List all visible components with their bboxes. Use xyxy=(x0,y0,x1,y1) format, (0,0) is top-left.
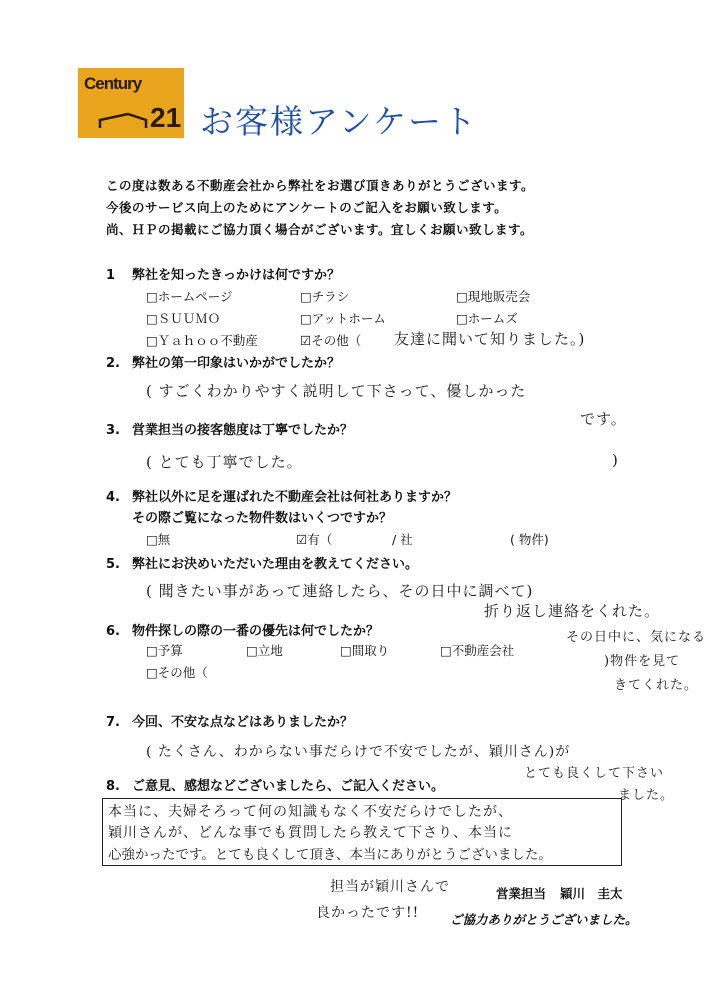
logo-number-text: 21 xyxy=(150,102,182,133)
q2-handwritten-answer-line-1: ( すごくわかりやすく説明して下さって、優しかった xyxy=(146,382,527,400)
house-roof-icon xyxy=(98,110,154,130)
q8-comment-line-1: 本当に、夫婦そろって何の知識もなく不安だらけでしたが、 xyxy=(108,804,513,820)
q6-option-floorplan[interactable]: □間取り xyxy=(340,643,390,658)
question-5 xyxy=(106,553,418,572)
footer-handwritten-line-2: 良かったです!! xyxy=(316,905,420,921)
q1-option-yahoo[interactable]: □Ｙａｈｏｏ不動産 xyxy=(146,333,258,348)
question-7-number: 7. xyxy=(106,715,120,730)
question-6 xyxy=(106,620,379,639)
page-title: お客様アンケート xyxy=(200,102,479,141)
q1-option-open-house[interactable]: □現地販売会 xyxy=(456,289,531,304)
q8-comment-line-2: 穎川さんが、どんな事でも質問したら教えて下さり、本当に xyxy=(108,825,513,841)
staff-label: 営業担当 xyxy=(496,886,547,901)
q7-handwritten-answer-line-3: ました。 xyxy=(618,788,675,803)
thanks-message: ご協力ありがとうございました。 xyxy=(450,912,638,927)
q6-option-budget[interactable]: □予算 xyxy=(146,643,183,658)
question-2-text: 弊社の第一印象はいかがでしたか？ xyxy=(132,356,341,371)
question-3 xyxy=(106,419,353,438)
q6-handwritten-answer-line-2: )物件を見て xyxy=(604,654,681,669)
question-7 xyxy=(106,711,353,730)
q4-unit-property: ( 物件) xyxy=(510,532,549,547)
q3-handwritten-answer: ( とても丁寧でした。 xyxy=(146,453,303,471)
q4-option-none[interactable]: □無 xyxy=(146,532,171,547)
q6-option-company[interactable]: □不動産会社 xyxy=(440,643,515,658)
q1-handwritten-answer: 友達に聞いて知りました。) xyxy=(394,330,586,348)
q6-option-other[interactable]: □その他（ xyxy=(146,665,208,680)
q8-comment-line-3: 心強かったです。とても良くして頂き、本当にありがとうございました。 xyxy=(108,847,552,863)
q4-option-yes[interactable]: ☑有（ xyxy=(296,532,333,547)
question-1-text: 弊社を知ったきっかけは何ですか？ xyxy=(132,268,341,283)
question-8-number: 8. xyxy=(106,779,120,794)
question-5-number: 5. xyxy=(106,557,120,572)
q7-handwritten-answer-line-2: とても良くして下さい xyxy=(524,766,665,781)
question-3-text: 営業担当の接客態度は丁寧でしたか？ xyxy=(132,423,354,438)
question-4-subtext: その際ご覧になった物件数はいくつですか？ xyxy=(132,511,393,526)
q1-option-suumo[interactable]: □ＳＵＵＭＯ xyxy=(146,311,221,326)
logo-brand-text: Century xyxy=(84,74,142,93)
q2-handwritten-answer-line-2: です。 xyxy=(580,410,627,428)
question-5-text: 弊社にお決めいただいた理由を教えてください。 xyxy=(132,557,419,572)
q1-option-flyer[interactable]: □チラシ xyxy=(300,289,350,304)
q6-option-location[interactable]: □立地 xyxy=(246,643,283,658)
question-4-number: 4. xyxy=(106,490,120,505)
q6-handwritten-answer-line-3: きてくれた。 xyxy=(614,678,699,693)
footer-handwritten-line-1: 担当が穎川さんで xyxy=(330,879,450,895)
question-6-number: 6. xyxy=(106,624,120,639)
question-8-text: ご意見、感想などございましたら、ご記入ください。 xyxy=(132,779,445,794)
question-1 xyxy=(106,264,340,283)
q3-closing-paren: ) xyxy=(612,451,619,469)
question-8 xyxy=(106,775,444,794)
q1-option-other[interactable]: ☑その他（ xyxy=(300,333,362,348)
q4-unit-company: / 社 xyxy=(392,532,413,547)
q6-handwritten-answer-line-1: その日中に、気になる xyxy=(566,630,707,645)
intro-line-2: 今後のサービス向上のためにアンケートのご記入をお願い致します。 xyxy=(106,200,508,215)
q5-handwritten-answer-line-1: ( 聞きたい事があって連絡したら、その日中に調べて) xyxy=(146,582,534,600)
question-7-text: 今回、不安な点などはありましたか？ xyxy=(132,715,354,730)
question-6-text: 物件探しの際の一番の優先は何でしたか？ xyxy=(132,624,380,639)
staff-name: 穎川 圭太 xyxy=(560,886,623,901)
q5-handwritten-answer-line-2: 折り返し連絡をくれた。 xyxy=(484,602,661,620)
question-4 xyxy=(106,486,457,505)
q1-option-athome[interactable]: □アットホーム xyxy=(300,311,386,326)
intro-line-3: 尚、ＨＰの掲載にご協力頂く場合がございます。宜しくお願い致します。 xyxy=(106,222,534,237)
question-3-number: 3. xyxy=(106,423,120,438)
intro-line-1: この度は数ある不動産会社から弊社をお選び頂きありがとうございます。 xyxy=(106,178,535,193)
q1-option-homepage[interactable]: □ホームページ xyxy=(146,289,233,304)
question-2-number: 2. xyxy=(106,356,120,371)
question-4-text: 弊社以外に足を運ばれた不動産会社は何社ありますか？ xyxy=(132,490,458,505)
q7-handwritten-answer-line-1: ( たくさん、わからない事だらけで不安でしたが、穎川さん)が xyxy=(146,744,571,760)
question-1-number: 1 xyxy=(106,268,116,283)
q1-option-homes[interactable]: □ホームズ xyxy=(456,311,518,326)
question-2 xyxy=(106,352,340,371)
